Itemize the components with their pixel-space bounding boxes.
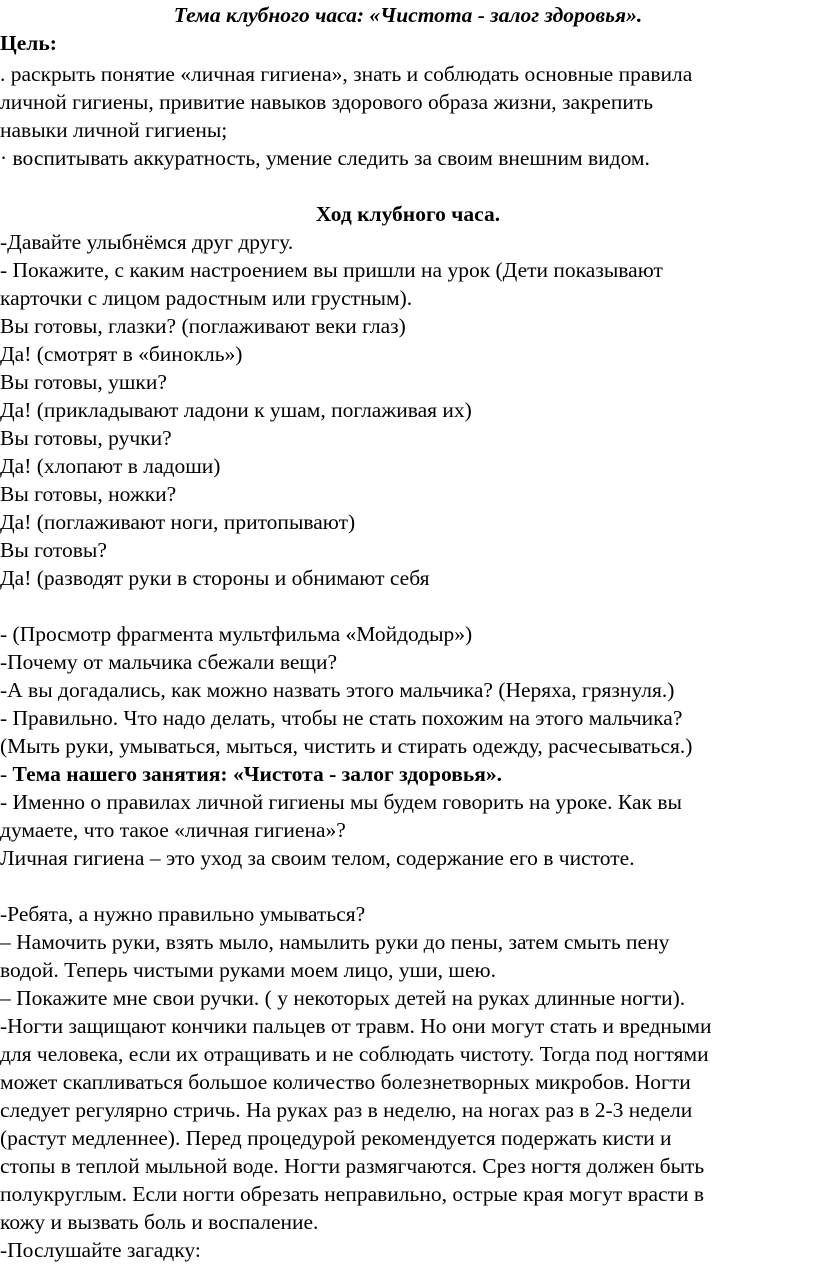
body-line: Да! (поглаживают ноги, притопывают) bbox=[0, 510, 356, 534]
body-line: -Ребята, а нужно правильно умываться? bbox=[0, 902, 366, 926]
body-line: Да! (разводят руки в стороны и обнимают себя bbox=[0, 566, 430, 590]
body-line: полукруглым. Если ногти обрезать неправильно, острые края могут врасти в bbox=[0, 1182, 705, 1206]
body-line: -Почему от мальчика сбежали вещи? bbox=[0, 650, 338, 674]
body-line: следует регулярно стричь. На руках раз в неделю, на ногах раз в 2-3 недели bbox=[0, 1098, 693, 1122]
body-line: - Покажите, с каким настроением вы пришли на урок (Дети показывают bbox=[0, 258, 663, 282]
body-line: - Именно о правилах личной гигиены мы будем говорить на уроке. Как вы bbox=[0, 790, 682, 814]
goal-label: Цель: bbox=[0, 31, 57, 55]
body-line: - (Просмотр фрагмента мультфильма «Мойдодыр») bbox=[0, 622, 473, 646]
goal-line: навыки личной гигиены; bbox=[0, 118, 228, 142]
body-line: думаете, что такое «личная гигиена»? bbox=[0, 818, 346, 842]
body-line: стопы в теплой мыльной воде. Ногти размягчаются. Срез ногтя должен быть bbox=[0, 1154, 705, 1178]
body-line: для человека, если их отращивать и не соблюдать чистоту. Тогда под ногтями bbox=[0, 1042, 709, 1066]
body-line: Вы готовы? bbox=[0, 538, 107, 562]
topic-prefix: - bbox=[0, 762, 13, 786]
body-line: -Давайте улыбнёмся друг другу. bbox=[0, 230, 294, 254]
document-title: Тема клубного часа: «Чистота - залог здоровья». bbox=[173, 3, 643, 27]
body-line: -А вы догадались, как можно назвать этого мальчика? (Неряха, грязнуля.) bbox=[0, 678, 675, 702]
topic-line bbox=[0, 761, 502, 788]
body-line: -Послушайте загадку: bbox=[0, 1238, 201, 1262]
topic-statement: Тема нашего занятия: «Чистота - залог здоровья». bbox=[12, 762, 502, 786]
body-line: Вы готовы, глазки? (поглаживают веки глаз) bbox=[0, 314, 406, 338]
section-heading: Ход клубного часа. bbox=[315, 202, 501, 226]
body-line: водой. Теперь чистыми руками моем лицо, уши, шею. bbox=[0, 958, 496, 982]
body-line: -Ногти защищают кончики пальцев от травм. Но они могут стать и вредными bbox=[0, 1014, 712, 1038]
body-line: кожу и вызвать боль и воспаление. bbox=[0, 1210, 319, 1234]
body-line: (растут медленнее). Перед процедурой рекомендуется подержать кисти и bbox=[0, 1126, 672, 1150]
body-line: – Покажите мне свои ручки. ( у некоторых детей на руках длинные ногти). bbox=[0, 986, 686, 1010]
body-line: Личная гигиена – это уход за своим телом, содержание его в чистоте. bbox=[0, 846, 635, 870]
body-line: Вы готовы, ножки? bbox=[0, 482, 177, 506]
body-line: Да! (смотрят в «бинокль») bbox=[0, 342, 243, 366]
body-line: Да! (хлопают в ладоши) bbox=[0, 454, 221, 478]
body-line: – Намочить руки, взять мыло, намылить руки до пены, затем смыть пену bbox=[0, 930, 670, 954]
goal-line: . раскрыть понятие «личная гигиена», знать и соблюдать основные правила bbox=[0, 62, 693, 86]
goal-line: · воспитывать аккуратность, умение следить за своим внешним видом. bbox=[0, 146, 650, 170]
body-line: Вы готовы, ушки? bbox=[0, 370, 167, 394]
body-line: может скапливаться большое количество болезнетворных микробов. Ногти bbox=[0, 1070, 691, 1094]
body-line: Да! (прикладывают ладони к ушам, поглаживая их) bbox=[0, 398, 472, 422]
body-line: карточки с лицом радостным или грустным). bbox=[0, 286, 413, 310]
goal-line: личной гигиены, привитие навыков здорового образа жизни, закрепить bbox=[0, 90, 654, 114]
body-line: Вы готовы, ручки? bbox=[0, 426, 172, 450]
body-line: (Мыть руки, умываться, мыться, чистить и стирать одежду, расчесываться.) bbox=[0, 734, 693, 758]
body-line: - Правильно. Что надо делать, чтобы не стать похожим на этого мальчика? bbox=[0, 706, 683, 730]
